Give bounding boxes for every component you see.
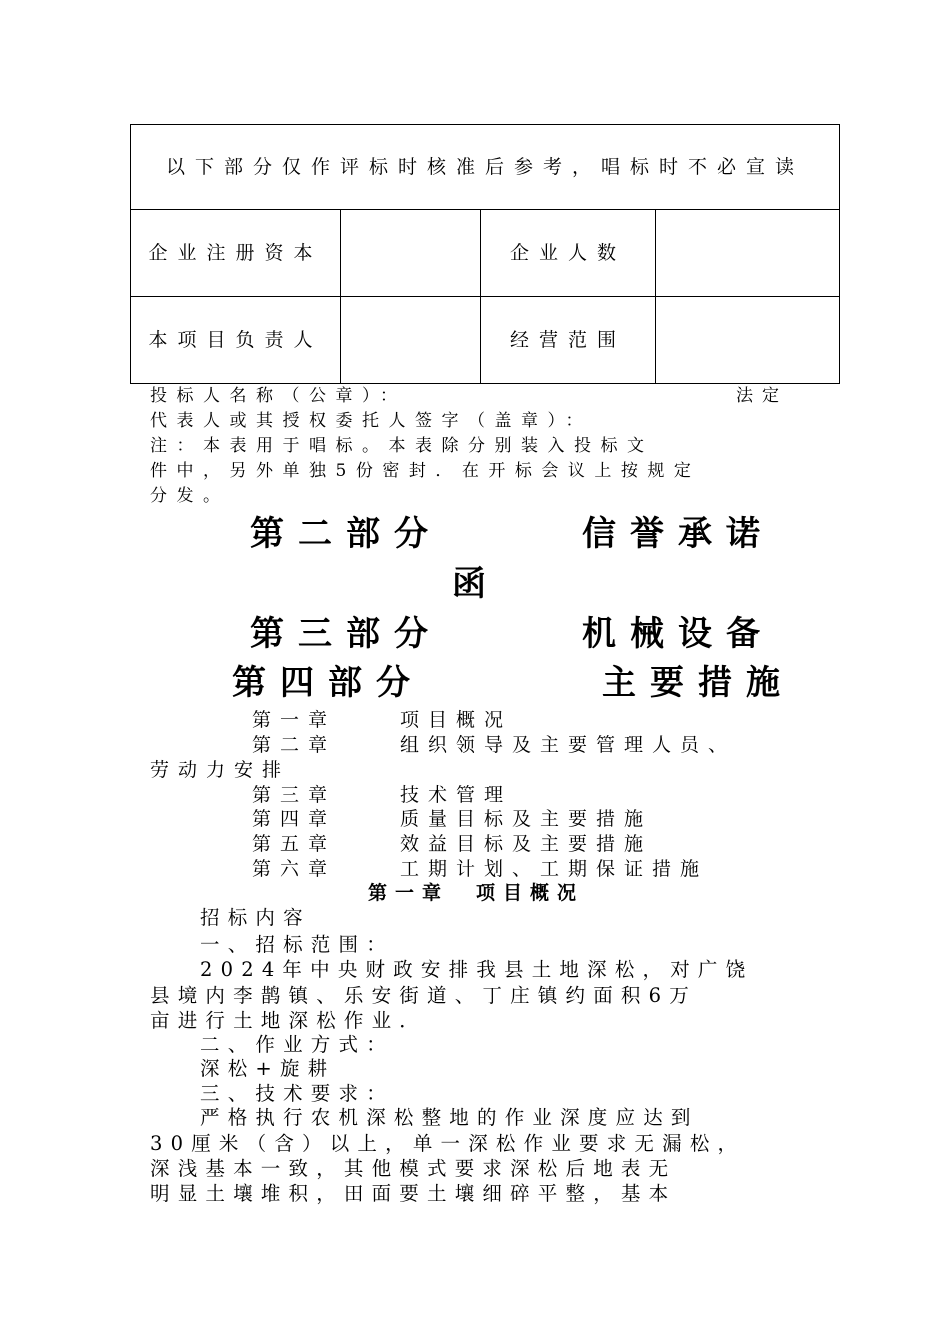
part2-heading-right: 信誉承诺 (582, 514, 774, 554)
table-header-cell: 以下部分仅作评标时核准后参考，唱标时不必宣读 (131, 125, 840, 210)
project-leader-label: 本项目负责人 (131, 297, 341, 384)
toc-item-continuation: 劳动力安排 (150, 759, 291, 781)
bidder-name-line: 投标人名称（公章）： (150, 386, 407, 406)
part2-heading-left: 第二部分 (250, 514, 442, 554)
business-scope-label: 经营范围 (481, 297, 656, 384)
bid-info-table (130, 124, 840, 384)
note-line-3: 分发。 (150, 486, 230, 506)
body-line: 三、技术要求： (200, 1082, 394, 1105)
body-line: 2024年中央财政安排我县土地深松，对广饶 (200, 958, 754, 981)
note-line-1: 注：本表用于唱标。本表除分别装入投标文 (150, 436, 654, 456)
body-line: 一、招标范围： (200, 933, 394, 956)
part3-heading-right: 机械设备 (582, 614, 774, 654)
body-line: 明显土壤堆积，田面要土壤细碎平整，基本 (150, 1182, 677, 1205)
staff-count-label: 企业人数 (481, 210, 656, 297)
body-line: 深松+旋耕 (200, 1057, 336, 1080)
staff-count-value (656, 210, 840, 297)
body-line: 30厘米（含）以上，单一深松作业要求无漏松， (150, 1132, 746, 1155)
body-line: 亩进行土地深松作业． (150, 1009, 428, 1032)
registered-capital-label: 企业注册资本 (131, 210, 341, 297)
business-scope-value (656, 297, 840, 384)
body-line: 二、作业方式： (200, 1033, 394, 1056)
toc-item: 第六章 工期计划、工期保证措施 (252, 858, 709, 880)
registered-capital-value (341, 210, 481, 297)
body-line: 招标内容 (200, 906, 311, 929)
part4-heading-right: 主要措施 (602, 663, 794, 703)
toc-item: 第一章 项目概况 (252, 709, 513, 731)
toc-item: 第四章 质量目标及主要措施 (252, 808, 653, 830)
project-leader-value (341, 297, 481, 384)
note-line-2: 件中，另外单独5份密封．在开标会议上按规定 (150, 461, 701, 481)
body-line: 县境内李鹊镇、乐安街道、丁庄镇约面积6万 (150, 984, 697, 1007)
part3-heading-left: 第三部分 (250, 614, 442, 654)
legal-label: 法定 (736, 386, 788, 406)
toc-item: 第五章 效益目标及主要措施 (252, 833, 653, 855)
toc-item: 第二章 组织领导及主要管理人员、 (252, 734, 737, 756)
toc-item: 第三章 技术管理 (252, 784, 513, 806)
body-line: 深浅基本一致，其他模式要求深松后地表无 (150, 1157, 677, 1180)
part2-heading-cont: 函 (452, 564, 500, 604)
body-line: 严格执行农机深松整地的作业深度应达到 (200, 1106, 699, 1129)
chapter1-title: 第一章 项目概况 (368, 882, 585, 904)
representative-line: 代表人或其授权委托人签字（盖章）： (150, 411, 592, 431)
part4-heading-left: 第四部分 (232, 663, 424, 703)
